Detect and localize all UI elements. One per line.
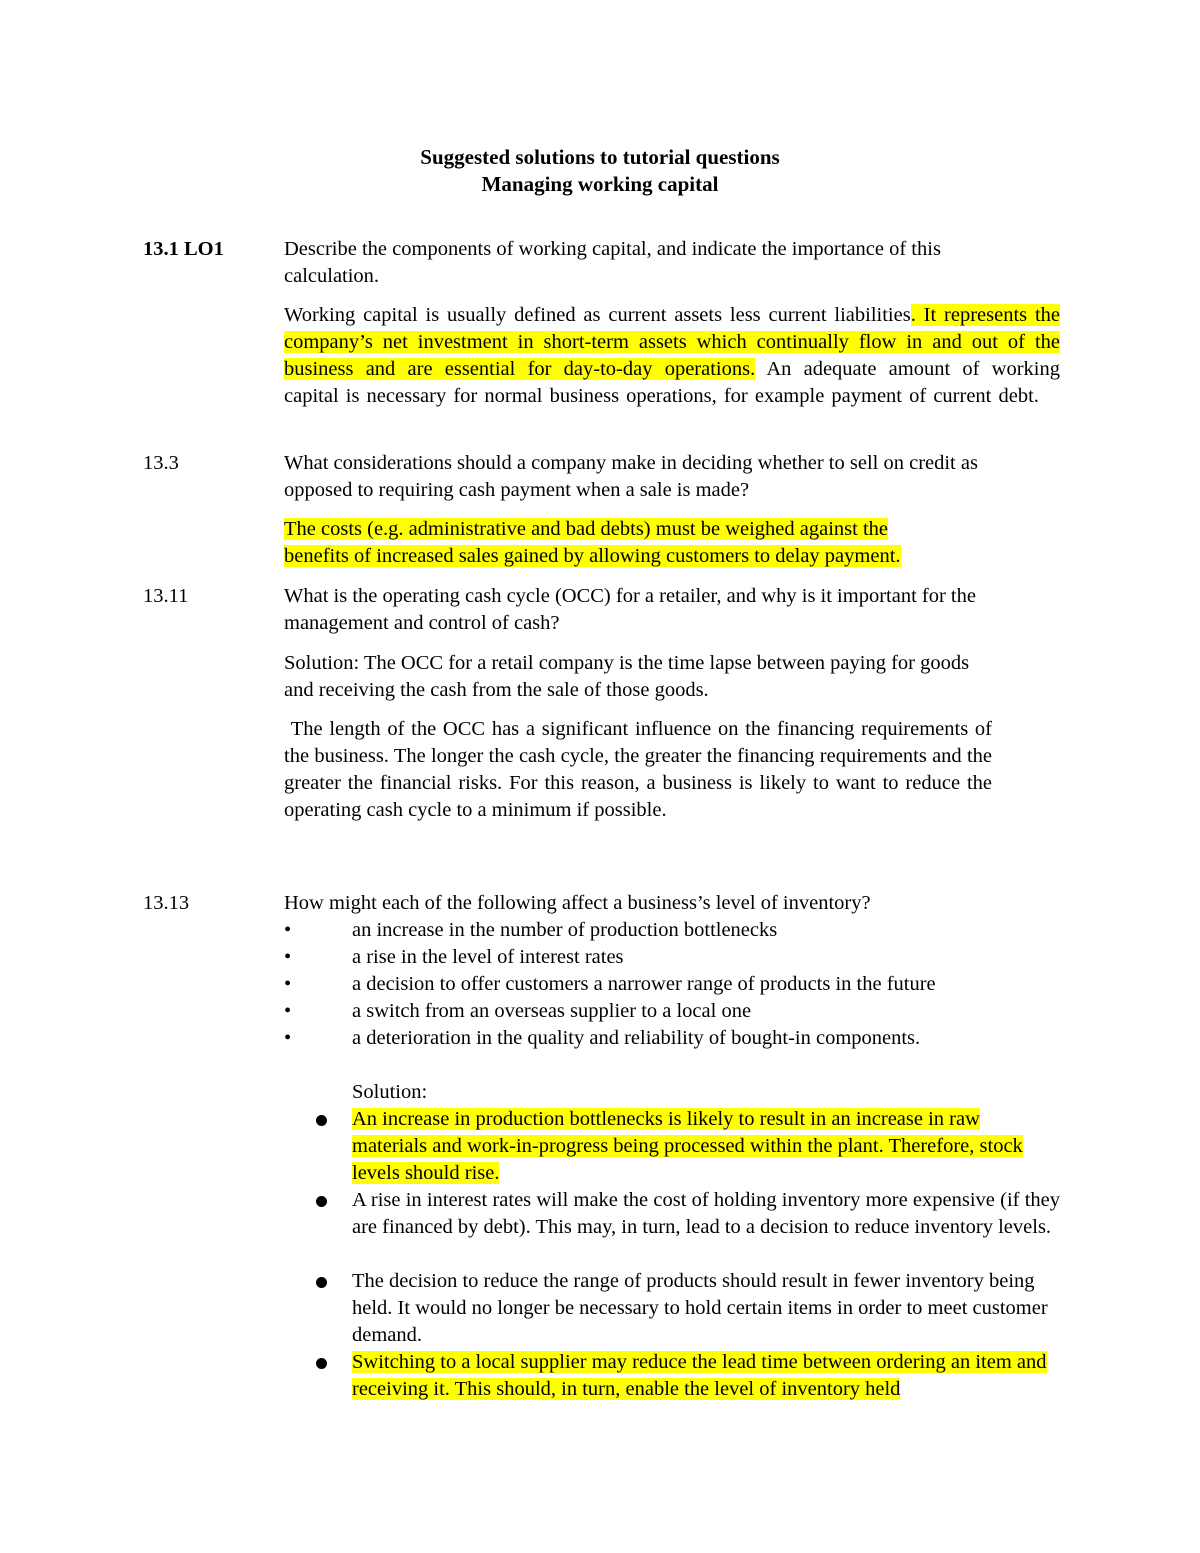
solution-item: The decision to reduce the range of products should result in fewer inventory being held. It would no longer be necessary to hold certain items in order to meet customer demand. xyxy=(352,1270,1048,1346)
factor-item: an increase in the number of production bottlenecks xyxy=(352,919,778,941)
solution-item xyxy=(352,1106,1060,1187)
highlighted-answer-text: The costs (e.g. administrative and bad debts) must be weighed against the xyxy=(284,518,889,540)
question-number: 13.1 LO1 xyxy=(143,238,224,260)
bullet: • xyxy=(284,973,292,995)
question-text: Describe the components of working capital, and indicate the importance of this calculation. xyxy=(284,238,941,287)
highlighted-answer-text: An increase in production bottlenecks is likely to result in an increase in raw materials and work-in-progress being processed within the plant. Therefore, stock levels should rise. xyxy=(352,1108,1023,1184)
question-text: How might each of the following affect a business’s level of inventory? xyxy=(284,892,871,914)
question-number: 13.11 xyxy=(143,585,189,607)
bullet-dot-icon xyxy=(316,1277,327,1288)
solution-paragraph: Solution: The OCC for a retail company is the time lapse between paying for goods and receiving the cash from the sale of those goods. xyxy=(284,652,970,701)
question-number: 13.13 xyxy=(143,892,190,914)
bullet-dot-icon xyxy=(316,1196,327,1207)
bullet: • xyxy=(284,946,292,968)
question-number: 13.3 xyxy=(143,452,179,474)
question-text: What is the operating cash cycle (OCC) for a retailer, and why is it important for the management and control of cash? xyxy=(284,585,976,634)
bullet: • xyxy=(284,1000,292,1022)
document-subtitle: Managing working capital xyxy=(481,172,719,196)
question-text: What considerations should a company make in deciding whether to sell on credit as opposed to requiring cash payment when a sale is made? xyxy=(284,452,978,501)
explanation-paragraph: The length of the OCC has a significant influence on the financing requirements of the business. The longer the cash cycle, the greater the financing requirements and the greater the financial risks. For this reason, a business is likely to want to reduce the operating cash cycle to a minimum if possible. xyxy=(284,718,998,821)
bullet: • xyxy=(284,1027,292,1049)
highlighted-answer-text: Switching to a local supplier may reduce the lead time between ordering an item and receiving it. This should, in turn, enable the level of inventory held xyxy=(352,1351,1047,1400)
highlighted-answer-text: . It represents the company’s net investment in short-term assets which continually flow in and out of the business and are essential for day-to-day operations. xyxy=(284,304,1061,380)
bullet-dot-icon xyxy=(316,1115,327,1126)
bullet: • xyxy=(284,919,292,941)
answer-paragraph xyxy=(284,302,1060,410)
highlighted-answer-text: benefits of increased sales gained by allowing customers to delay payment. xyxy=(284,545,901,567)
factor-item: a decision to offer customers a narrower range of products in the future xyxy=(352,973,936,995)
document-title: Suggested solutions to tutorial questions xyxy=(420,145,780,169)
solution-item xyxy=(352,1349,1060,1403)
factor-item: a rise in the level of interest rates xyxy=(352,946,624,968)
factor-item: a deterioration in the quality and reliability of bought-in components. xyxy=(352,1027,921,1049)
solution-label: Solution: xyxy=(352,1081,428,1103)
answer-text: An adequate amount of working capital is necessary for normal business operations, for example payment of current debt. xyxy=(284,358,1060,407)
answer-text: Working capital is usually defined as current assets less current liabilities xyxy=(284,304,911,326)
answer-paragraph xyxy=(284,516,1060,570)
solution-item: A rise in interest rates will make the cost of holding inventory more expensive (if they are financed by debt). This may, in turn, lead to a decision to reduce inventory levels. xyxy=(352,1189,1060,1238)
factor-item: a switch from an overseas supplier to a local one xyxy=(352,1000,752,1022)
bullet-dot-icon xyxy=(316,1358,327,1369)
